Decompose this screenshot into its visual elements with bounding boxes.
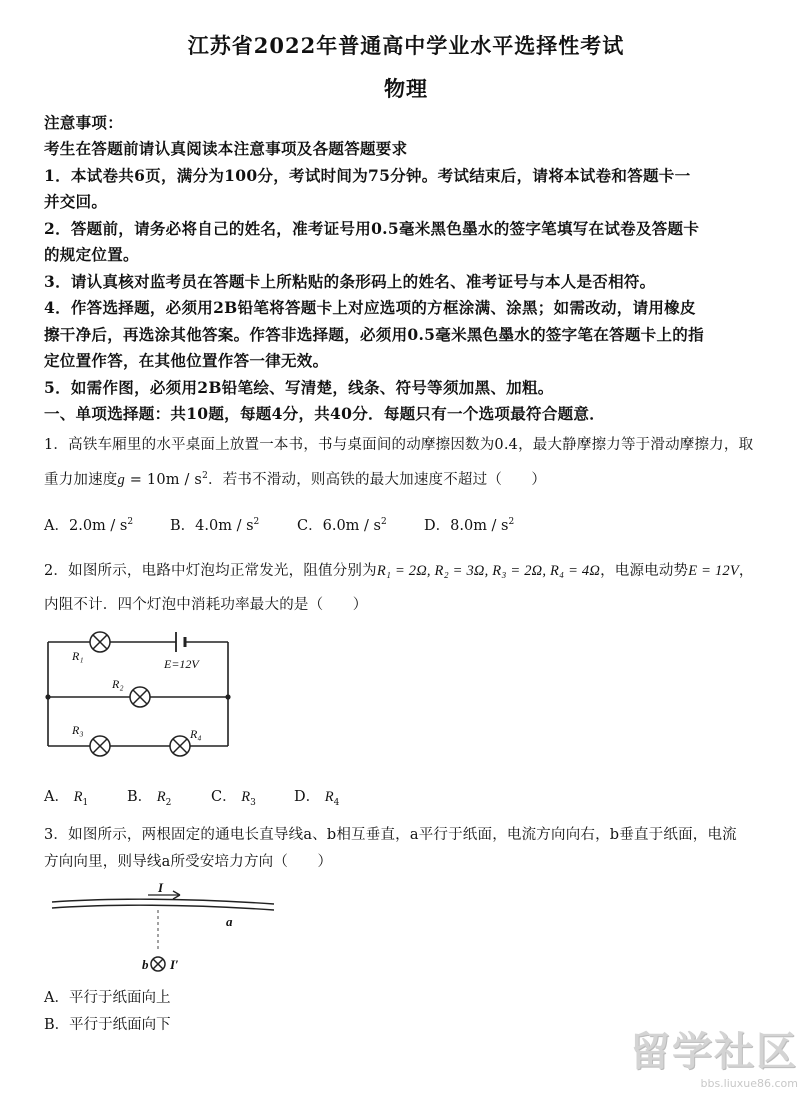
notice-line: 1．本试卷共6页，满分为100分，考试时间为75分钟。考试结束后，请将本试卷和答题卡一 [44, 166, 691, 185]
option-sup: 2 [380, 517, 387, 528]
q1-option-c[interactable] [297, 514, 387, 535]
lamp-r2-icon [130, 687, 150, 707]
option-sub: 3 [250, 797, 256, 808]
q2-resistances: R₁ = 2Ω, R₂ = 3Ω, R₃ = 2Ω, R₄ = 4Ω [376, 563, 601, 579]
notice-line: 3．请认真核对监考员在答题卡上所粘贴的条形码上的姓名、准考证号与本人是否相符。 [44, 272, 656, 291]
q1-stem-line1: 1．高铁车厢里的水平桌面上放置一本书，书与桌面间的动摩擦因数为0.4，最大静摩擦力等于滑动摩擦力，取 [44, 437, 754, 453]
option-value: R [156, 789, 166, 805]
option-value: 4.0m / s [195, 518, 254, 534]
subject-title: 物理 [384, 76, 428, 101]
option-sup: 2 [127, 517, 134, 528]
label-current-a: I [158, 880, 164, 895]
notice-line: 并交回。 [44, 192, 108, 211]
option-label: B． [170, 518, 196, 534]
wire-a [52, 899, 274, 904]
notice-intro: 考生在答题前请认真阅读本注意事项及各题答题要求 [44, 139, 408, 158]
into-page-icon [151, 957, 165, 971]
label-current-b: I′ [170, 957, 179, 972]
label-wire-a: a [226, 914, 233, 929]
q1-option-b[interactable] [170, 514, 259, 535]
option-sub: 4 [333, 797, 340, 808]
q1-text: 重力加速度 [44, 472, 118, 488]
option-sup: 2 [508, 517, 515, 528]
q1-option-d[interactable] [424, 514, 514, 535]
q3-stem-line2: 方向向里，则导线a所受安培力方向（ ） [44, 854, 333, 870]
q3-option-b[interactable] [44, 1013, 171, 1034]
q2-option-c[interactable] [211, 785, 256, 808]
option-label: C． [297, 518, 323, 534]
watermark-url: bbs.liuxue86.com [700, 1077, 798, 1090]
wire-diagram [48, 880, 278, 975]
q1-var-g: g [117, 472, 125, 488]
option-sub: 2 [165, 797, 172, 808]
watermark [630, 1020, 798, 1090]
q2-option-b[interactable] [127, 785, 171, 808]
label-emf: E=12V [164, 657, 199, 671]
option-value: 8.0m / s [450, 518, 509, 534]
exam-title: 江苏省2022年普通高中学业水平选择性考试 [187, 33, 625, 58]
option-value: 平行于纸面向上 [68, 990, 171, 1006]
q2-stem-line1 [44, 559, 754, 580]
option-label: A． [44, 990, 69, 1006]
option-value: R [324, 789, 334, 805]
notice-heading: 注意事项： [44, 113, 124, 132]
q1-eq: = 10m / s [124, 472, 203, 488]
option-value: 6.0m / s [322, 518, 381, 534]
lamp-r3-icon [90, 736, 110, 756]
notice-line: 2．答题前，请务必将自己的姓名，准考证号用0.5毫米黑色墨水的签字笔填写在试卷及答题卡 [44, 219, 700, 238]
label-r1: R₁ [72, 649, 84, 663]
section-heading: 一、单项选择题：共10题，每题4分，共40分．每题只有一个选项最符合题意． [44, 404, 606, 423]
q1-eq-sup: 2 [202, 471, 209, 482]
q2-text: 2．如图所示，电路中灯泡均正常发光，阻值分别为 [44, 563, 377, 579]
option-value: 平行于纸面向下 [69, 1017, 171, 1033]
option-value: 2.0m / s [68, 518, 128, 534]
option-label: C． [211, 789, 237, 805]
q2-option-a[interactable] [44, 785, 88, 808]
option-label: A． [44, 518, 69, 534]
q1-stem-line2 [44, 468, 546, 489]
option-label: D． [294, 789, 321, 805]
option-label: B． [44, 1017, 70, 1033]
q2-text-mid: ，电源电动势 [600, 563, 689, 579]
label-r4: R₄ [190, 727, 202, 741]
notice-line: 擦干净后，再选涂其他答案。作答非选择题，必须用0.5毫米黑色墨水的签字笔在答题卡上的指 [44, 325, 704, 344]
junction-dot [45, 694, 50, 699]
label-r2: R₂ [112, 677, 124, 691]
q3-option-a[interactable] [44, 986, 170, 1007]
q1-option-a[interactable] [44, 514, 133, 535]
q2-option-d[interactable] [294, 785, 339, 808]
option-value: R [73, 789, 83, 805]
q1-text-end: ．若书不滑动，则高铁的最大加速度不超过（ ） [208, 472, 547, 488]
option-label: A． [44, 789, 69, 805]
notice-line: 定位置作答，在其他位置作答一律无效。 [44, 351, 329, 370]
notice-line: 的规定位置。 [44, 245, 139, 264]
q2-emf: E = 12V [688, 563, 739, 579]
label-r3: R₃ [72, 723, 84, 737]
label-wire-b: b [142, 957, 149, 972]
option-value: R [241, 789, 251, 805]
option-label: D． [424, 518, 451, 534]
junction-dot [225, 694, 230, 699]
q2-comma: ， [738, 563, 754, 579]
lamp-r4-icon [170, 736, 190, 756]
notice-line: 4．作答选择题，必须用2B铅笔将答题卡上对应选项的方框涂满、涂黑；如需改动，请用橡皮 [44, 298, 696, 317]
lamp-r1-icon [90, 632, 110, 652]
watermark-main: 留学社区 [630, 1029, 798, 1075]
option-sub: 1 [82, 797, 89, 808]
q3-stem-line1: 3．如图所示，两根固定的通电长直导线a、b相互垂直，a平行于纸面，电流方向向右，b垂直于纸面，电流 [44, 827, 737, 843]
q2-stem-line2: 内阻不计．四个灯泡中消耗功率最大的是（ ） [44, 597, 368, 613]
circuit-diagram [40, 628, 240, 763]
option-label: B． [127, 789, 153, 805]
notice-line: 5．如需作图，必须用2B铅笔绘、写清楚，线条、符号等须加黑、加粗。 [44, 378, 554, 397]
option-sup: 2 [253, 517, 260, 528]
